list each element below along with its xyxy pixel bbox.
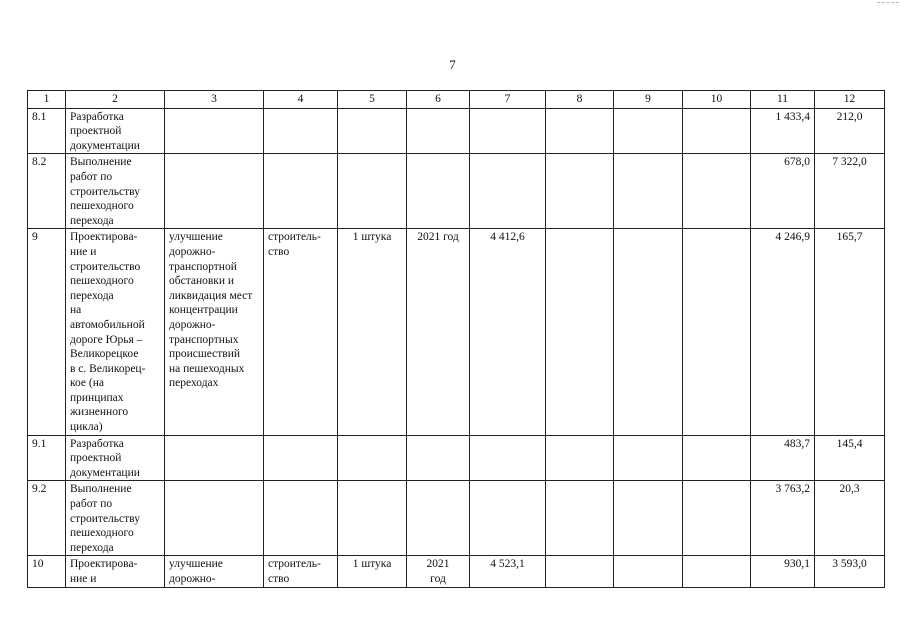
- table-cell-col-2: Проектирова- ние и строительство пешеходного перехода на автомобильной дороге Юрья – Великорецкое в с. Великорец- кое (на принципах жизненного цикла): [66, 229, 165, 435]
- table-cell-col-3: [165, 108, 264, 154]
- table-cell-col-10: [683, 435, 751, 481]
- table-cell-col-7: 4 412,6: [470, 229, 546, 435]
- table-cell-col-2: Разработка проектной документации: [66, 108, 165, 154]
- table-cell-col-4: [264, 108, 338, 154]
- table-cell-col-5: [338, 435, 407, 481]
- table-cell-col-9: [614, 435, 683, 481]
- table-cell-col-1: 9.1: [28, 435, 66, 481]
- table-row: [28, 435, 885, 481]
- table-cell-col-6: [407, 108, 470, 154]
- table-cell-col-11: 678,0: [751, 154, 815, 229]
- column-header: 9: [614, 91, 683, 109]
- table-cell-col-4: [264, 154, 338, 229]
- column-header: 2: [66, 91, 165, 109]
- table-cell-col-6: [407, 154, 470, 229]
- table-cell-col-7: [470, 435, 546, 481]
- table-cell-col-7: [470, 481, 546, 556]
- table-row: [28, 556, 885, 587]
- table-cell-col-1: 10: [28, 556, 66, 587]
- table-cell-col-11: 1 433,4: [751, 108, 815, 154]
- table-cell-col-3: [165, 154, 264, 229]
- column-header: 10: [683, 91, 751, 109]
- table-body: [28, 108, 885, 587]
- table-cell-col-11: 4 246,9: [751, 229, 815, 435]
- table-cell-col-6: 2021 год: [407, 229, 470, 435]
- table-cell-col-12: 7 322,0: [815, 154, 885, 229]
- table-cell-col-11: 483,7: [751, 435, 815, 481]
- table-cell-col-4: строитель- ство: [264, 229, 338, 435]
- column-header: 11: [751, 91, 815, 109]
- table-cell-col-12: 3 593,0: [815, 556, 885, 587]
- table-cell-col-9: [614, 154, 683, 229]
- table-cell-col-1: 9: [28, 229, 66, 435]
- table-cell-col-2: Разработка проектной документации: [66, 435, 165, 481]
- table-cell-col-12: 145,4: [815, 435, 885, 481]
- table-row: [28, 108, 885, 154]
- table-cell-col-10: [683, 154, 751, 229]
- table-cell-col-6: [407, 435, 470, 481]
- table-cell-col-10: [683, 556, 751, 587]
- table-cell-col-3: [165, 481, 264, 556]
- table-cell-col-5: 1 штука: [338, 556, 407, 587]
- table-cell-col-8: [546, 229, 614, 435]
- table-cell-col-5: [338, 481, 407, 556]
- data-table: [27, 90, 885, 588]
- table-cell-col-9: [614, 481, 683, 556]
- table-cell-col-7: [470, 154, 546, 229]
- table-cell-col-1: 8.1: [28, 108, 66, 154]
- table-cell-col-8: [546, 435, 614, 481]
- table-cell-col-9: [614, 229, 683, 435]
- table-cell-col-1: 9.2: [28, 481, 66, 556]
- table-cell-col-3: [165, 435, 264, 481]
- table-cell-col-8: [546, 556, 614, 587]
- table-cell-col-12: 20,3: [815, 481, 885, 556]
- column-header: 7: [470, 91, 546, 109]
- table-cell-col-11: 930,1: [751, 556, 815, 587]
- table-row: [28, 481, 885, 556]
- table-cell-col-10: [683, 108, 751, 154]
- column-header: 1: [28, 91, 66, 109]
- table-cell-col-5: [338, 108, 407, 154]
- table-cell-col-2: Выполнение работ по строительству пешеходного перехода: [66, 154, 165, 229]
- table-cell-col-7: [470, 108, 546, 154]
- table-cell-col-6: [407, 481, 470, 556]
- table-cell-col-5: [338, 154, 407, 229]
- column-header: 8: [546, 91, 614, 109]
- table-cell-col-9: [614, 108, 683, 154]
- table-cell-col-8: [546, 108, 614, 154]
- table-cell-col-7: 4 523,1: [470, 556, 546, 587]
- table-cell-col-4: [264, 481, 338, 556]
- column-header: 4: [264, 91, 338, 109]
- table-cell-col-10: [683, 229, 751, 435]
- table-cell-col-12: 212,0: [815, 108, 885, 154]
- column-header: 6: [407, 91, 470, 109]
- table-cell-col-4: [264, 435, 338, 481]
- table-cell-col-3: улучшение дорожно-: [165, 556, 264, 587]
- table-row: [28, 229, 885, 435]
- table-cell-col-8: [546, 481, 614, 556]
- table-cell-col-11: 3 763,2: [751, 481, 815, 556]
- column-header: 12: [815, 91, 885, 109]
- page-number: 7: [449, 57, 456, 72]
- table-cell-col-9: [614, 556, 683, 587]
- table-cell-col-1: 8.2: [28, 154, 66, 229]
- table-cell-col-6: 2021 год: [407, 556, 470, 587]
- table-cell-col-5: 1 штука: [338, 229, 407, 435]
- table-cell-col-3: улучшение дорожно- транспортной обстановки и ликвидация мест концентрации дорожно- транспортных происшествий на пешеходных переходах: [165, 229, 264, 435]
- table-cell-col-10: [683, 481, 751, 556]
- table-row: [28, 154, 885, 229]
- table-cell-col-4: строитель- ство: [264, 556, 338, 587]
- table-cell-col-2: Выполнение работ по строительству пешеходного перехода: [66, 481, 165, 556]
- table-header-row: [28, 91, 885, 109]
- column-header: 3: [165, 91, 264, 109]
- table-cell-col-8: [546, 154, 614, 229]
- table-cell-col-12: 165,7: [815, 229, 885, 435]
- scan-corner-mark: [877, 2, 899, 4]
- column-header: 5: [338, 91, 407, 109]
- table-cell-col-2: Проектирова- ние и: [66, 556, 165, 587]
